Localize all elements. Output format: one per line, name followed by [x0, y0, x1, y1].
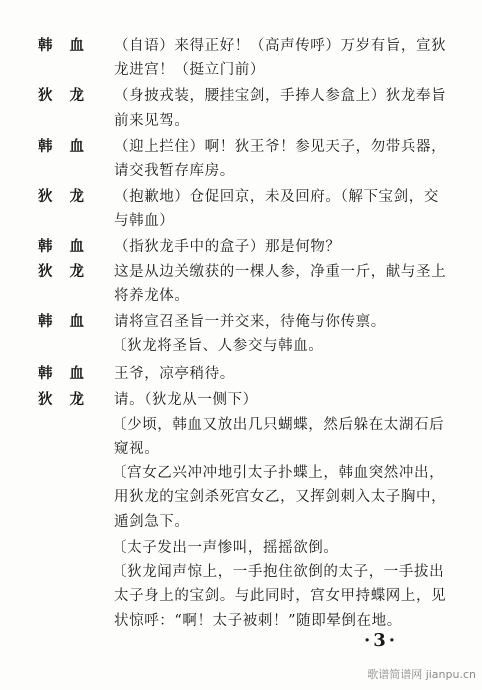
- dialogue-line: 窥视。: [114, 441, 160, 457]
- watermark: 歌谱简谱网 jianpu.cn: [367, 668, 476, 681]
- dialogue-line: 请。（狄龙从一侧下）: [114, 392, 258, 408]
- stage-direction: 〔狄龙将圣旨、人参交与韩血。: [112, 338, 324, 354]
- dialogue-line: 遁剑急下。: [114, 514, 190, 530]
- speaker-name: 狄 龙: [38, 188, 91, 205]
- dialogue-line: （抱歉地）仓促回京，未及回府。（解下宝剑，交: [114, 189, 439, 205]
- speaker-name: 韩 血: [38, 37, 91, 54]
- speaker-name: 韩 血: [38, 238, 91, 255]
- dialogue-line: （自语）来得正好！（高声传呼）万岁有旨，宣狄: [114, 38, 447, 54]
- stage-direction: 〔太子发出一声惨叫，摇摇欲倒。: [112, 540, 339, 556]
- dialogue-line: 龙进宫！（挺立门前）: [114, 62, 265, 78]
- dialogue-line: 前来见驾。: [114, 113, 190, 129]
- stage-direction: 〔少顷，韩血又放出几只蝴蝶，然后躲在太湖石后: [112, 417, 445, 433]
- dialogue-line: 与韩血）: [114, 213, 175, 229]
- speaker-name: 韩 血: [38, 138, 91, 155]
- dialogue-line: （迎上拦住）啊！狄王爷！参见天子，勿带兵器，: [114, 139, 447, 155]
- dialogue-line: 请将宣召圣旨一并交来，待俺与你传禀。: [114, 314, 386, 330]
- dialogue-line: 将养龙体。: [114, 288, 190, 304]
- dialogue-line: （指狄龙手中的盒子）那是何物？: [114, 239, 341, 255]
- dialogue-line: 请交我暂存库房。: [114, 163, 235, 179]
- speaker-name: 狄 龙: [38, 87, 91, 104]
- speaker-name: 韩 血: [38, 365, 91, 382]
- dialogue-line: 王爷，凉亭稍待。: [114, 366, 235, 382]
- page-number: ·3·: [363, 630, 398, 651]
- speaker-name: 狄 龙: [38, 263, 91, 280]
- dialogue-line: 用狄龙的宝剑杀死宫女乙，又挥剑刺入太子胸中，: [114, 489, 447, 505]
- dialogue-line: 太子身上的宝剑。与此同时，宫女甲持蝶网上，见: [114, 588, 447, 604]
- stage-direction: 〔狄龙闻声惊上，一手抱住欲倒的太子，一手拔出: [112, 564, 445, 580]
- stage-direction: 〔宫女乙兴冲冲地引太子扑蝶上，韩血突然冲出，: [112, 465, 445, 481]
- dialogue-line: 状惊呼：“啊！太子被刺！”随即晕倒在地。: [114, 613, 402, 629]
- speaker-name: 狄 龙: [38, 391, 91, 408]
- dialogue-line: 这是从边关缴获的一棵人参，净重一斤，献与圣上: [114, 264, 447, 280]
- speaker-name: 韩 血: [38, 313, 91, 330]
- dialogue-line: （身披戎装，腰挂宝剑，手捧人参盒上）狄龙奉旨: [114, 88, 447, 104]
